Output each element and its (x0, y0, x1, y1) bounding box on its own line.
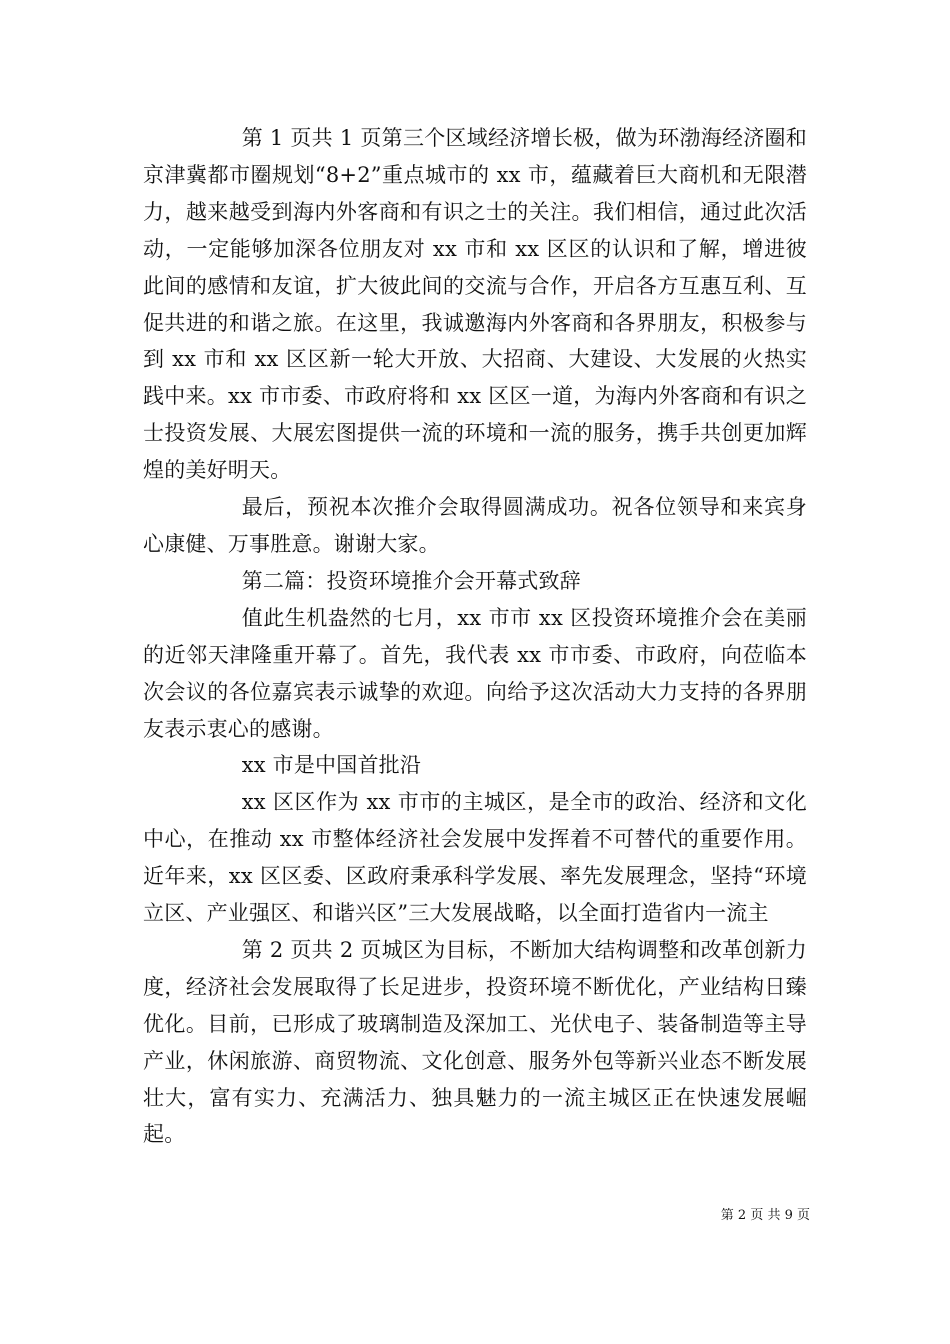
paragraph-1: 第 1 页共 1 页第三个区域经济增长极，做为环渤海经济圈和京津冀都市圈规划“8+2”重点城市的 xx 市，蕴藏着巨大商机和无限潜力，越来越受到海内外客商和有识之士的关注。我们相信，通过此次活动，一定能够加深各位朋友对 xx 市和 xx 区区的认识和了解，增进彼此间的感情和友谊，扩大彼此间的交流与合作，开启各方互惠互利、互促共进的和谐之旅。在这里，我诚邀海内外客商和各界朋友，积极参与到 xx 市和 xx 区区新一轮大开放、大招商、大建设、大发展的火热实践中来。xx 市市委、市政府将和 xx 区区一道，为海内外客商和有识之士投资发展、大展宏图提供一流的环境和一流的服务，携手共创更加辉煌的美好明天。 (143, 126, 807, 483)
page-number-footer: 第 2 页 共 9 页 (720, 1208, 810, 1223)
paragraph-district: xx 区区作为 xx 市市的主城区，是全市的政治、经济和文化中心，在推动 xx 市整体经济社会发展中发挥着不可替代的重要作用。近年来，xx 区区委、区政府秉承科学发展、率先发展理念，坚持“环境立区、产业强区、和谐兴区”三大发展战略，以全面打造省内一流主 (143, 790, 807, 926)
paragraph-opening: 值此生机盎然的七月，xx 市市 xx 区投资环境推介会在美丽的近邻天津隆重开幕了。首先，我代表 xx 市市委、市政府，向莅临本次会议的各位嘉宾表示诚挚的欢迎。向给予这次活动大力支持的各界朋友表示衷心的感谢。 (143, 605, 807, 741)
section-heading: 第二篇：投资环境推介会开幕式致辞 (241, 568, 581, 593)
paragraph-continued: 第 2 页共 2 页城区为目标，不断加大结构调整和改革创新力度，经济社会发展取得了长足进步，投资环境不断优化，产业结构日臻优化。目前，已形成了玻璃制造及深加工、光伏电子、装备制造等主导产业，休闲旅游、商贸物流、文化创意、服务外包等新兴业态不断发展壮大，富有实力、充满活力、独具魅力的一流主城区正在快速发展崛起。 (143, 937, 807, 1147)
paragraph-closing: 最后，预祝本次推介会取得圆满成功。祝各位领导和来宾身心康健、万事胜意。谢谢大家。 (143, 495, 807, 556)
document-body (143, 120, 807, 1153)
paragraph-fragment: xx 市是中国首批沿 (241, 753, 422, 778)
